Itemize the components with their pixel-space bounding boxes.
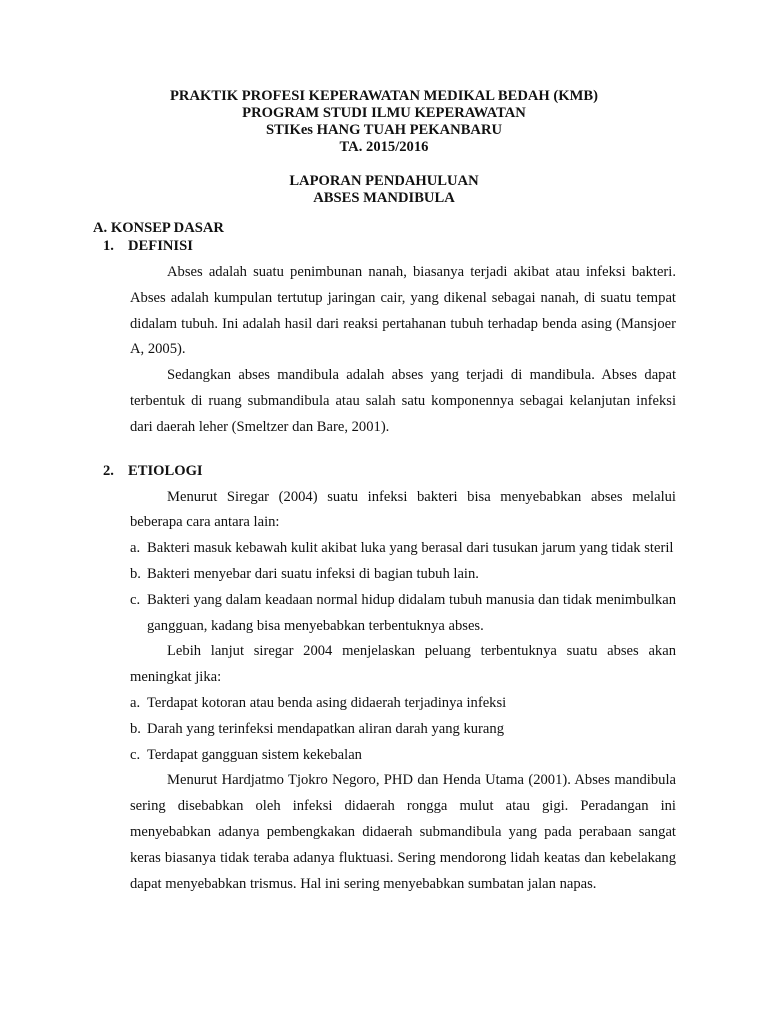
report-subtitle: ABSES MANDIBULA — [313, 190, 455, 206]
list-marker: c. — [130, 746, 141, 763]
list-item — [130, 588, 676, 640]
header-academic-year: TA. 2015/2016 — [339, 139, 429, 155]
section-a-heading: A. KONSEP DASAR — [93, 220, 224, 236]
list-item — [130, 562, 676, 588]
etiologi-title: ETIOLOGI — [128, 462, 203, 479]
list-marker: b. — [130, 565, 141, 582]
definisi-title: DEFINISI — [128, 238, 193, 254]
definisi-number: 1. — [103, 238, 114, 254]
list-item — [130, 717, 676, 743]
etiologi-paragraph-3: Menurut Hardjatmo Tjokro Negoro, PHD dan Henda Utama (2001). Abses mandibula sering disebabkan oleh infeksi didaerah rongga mulut atau gigi. Peradangan ini menyebabkan adanya pembengkakan didaerah submandibula yang pada perabaan sangat keras biasanya tidak teraba adanya fluktuasi. Sering mendorong lidah keatas dan kebelakang dapat menyebabkan trismus. Hal ini sering menyebabkan sumbatan jalan napas. — [130, 772, 676, 892]
report-title: LAPORAN PENDAHULUAN — [289, 173, 479, 189]
definisi-heading — [103, 237, 676, 255]
list-marker: c. — [130, 591, 141, 608]
header-institution: STIKes HANG TUAH PEKANBARU — [265, 122, 503, 138]
document-header — [0, 88, 768, 207]
list-item-text: Bakteri masuk kebawah kulit akibat luka yang berasal dari tusukan jarum yang tidak steril — [147, 540, 674, 557]
list-item — [130, 743, 676, 769]
definisi-body — [130, 260, 676, 441]
list-marker: b. — [130, 720, 141, 737]
etiologi-number: 2. — [103, 462, 114, 479]
list-item — [130, 536, 676, 562]
etiologi-heading — [103, 462, 676, 480]
list-marker: a. — [130, 694, 141, 711]
list-item-text: Terdapat gangguan sistem kekebalan — [147, 746, 362, 763]
list-item-text: Darah yang terinfeksi mendapatkan aliran darah yang kurang — [147, 720, 504, 737]
etiologi-paragraph-2: Lebih lanjut siregar 2004 menjelaskan peluang terbentuknya suatu abses akan meningkat jika: — [130, 643, 676, 686]
list-item-text: Bakteri yang dalam keadaan normal hidup didalam tubuh manusia dan tidak menimbulkan gangguan, kadang bisa menyebabkan terbentuknya abses. — [147, 591, 676, 634]
document-body — [93, 219, 676, 897]
list-item — [130, 691, 676, 717]
header-program-title: PRAKTIK PROFESI KEPERAWATAN MEDIKAL BEDAH (KMB) — [170, 88, 598, 104]
list-marker: a. — [130, 540, 141, 557]
header-gap — [0, 156, 768, 173]
list-item-text: Terdapat kotoran atau benda asing didaerah terjadinya infeksi — [147, 694, 507, 711]
etiologi-body — [130, 485, 676, 898]
definisi-paragraph-1: Abses adalah suatu penimbunan nanah, biasanya terjadi akibat atau infeksi bakteri. Abses adalah kumpulan tertutup jaringan cair, yang dikenal sebagai nanah, di suatu tempat didalam tubuh. Ini adalah hasil dari reaksi pertahanan tubuh terhadap benda asing (Mansjoer A, 2005). — [130, 264, 676, 358]
header-study-program: PROGRAM STUDI ILMU KEPERAWATAN — [242, 105, 526, 121]
list-item-text: Bakteri menyebar dari suatu infeksi di bagian tubuh lain. — [147, 565, 479, 582]
definisi-paragraph-2: Sedangkan abses mandibula adalah abses yang terjadi di mandibula. Abses dapat terbentuk di ruang submandibula atau salah satu komponennya sebagai kelanjutan infeksi dari daerah leher (Smeltzer dan Bare, 2001). — [130, 367, 676, 435]
etiologi-paragraph-1: Menurut Siregar (2004) suatu infeksi bakteri bisa menyebabkan abses melalui beberapa cara antara lain: — [130, 488, 676, 531]
